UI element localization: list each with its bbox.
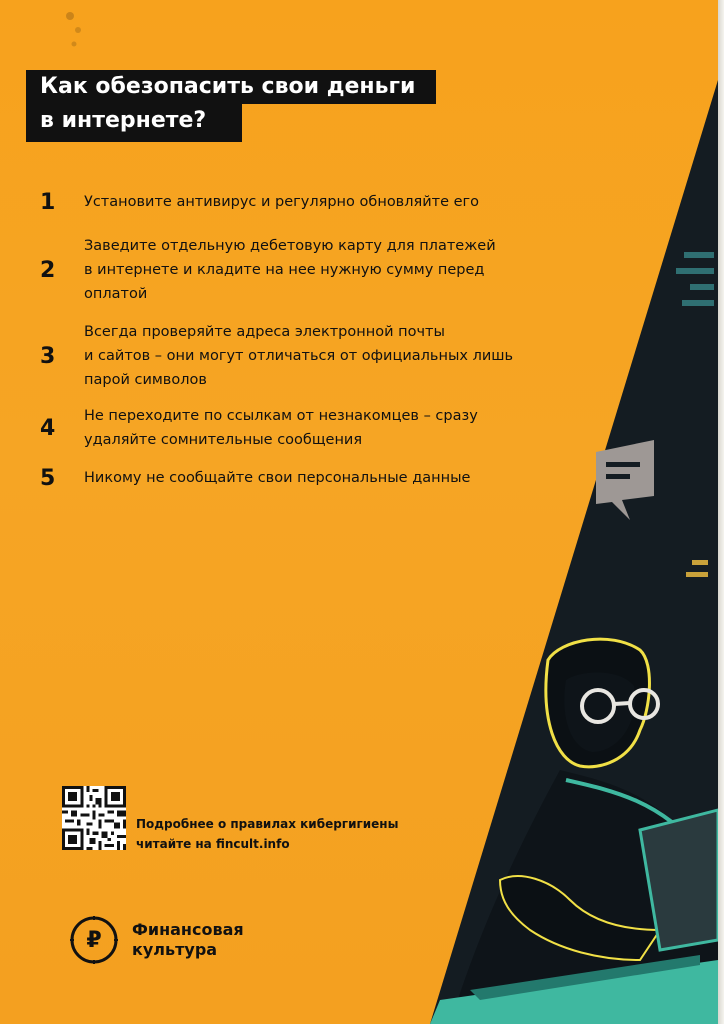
tip-number: 5 [40, 465, 56, 491]
more-info-text [136, 814, 398, 854]
qr-code-icon [62, 786, 126, 850]
tip-text: Всегда проверяйте адреса электронной почты и сайтов – они могут отличаться от официальных лишь парой символов [84, 324, 514, 388]
tip-text: Не переходите по ссылкам от незнакомцев – сразу удаляйте сомнительные сообщения [84, 408, 478, 448]
more-info-line-1: Подробнее о правилах кибергигиены [136, 817, 399, 831]
tip-item [40, 186, 520, 218]
tip-item [40, 462, 520, 494]
tip-text: Никому не сообщайте свои персональные данные [84, 470, 471, 486]
brand-logo [68, 914, 244, 966]
tip-item [40, 232, 520, 308]
tip-text: Установите антивирус и регулярно обновляйте его [84, 194, 480, 210]
tips-list [40, 186, 520, 494]
more-info-link[interactable]: читайте на fincult.info [136, 837, 290, 851]
tip-number: 1 [40, 189, 56, 215]
title-line-2: в интернете? [26, 104, 242, 142]
tip-item [40, 318, 520, 394]
page-edge [718, 0, 724, 1024]
tip-item [40, 402, 520, 454]
title-line-1: Как обезопасить свои деньги [26, 70, 436, 104]
tip-number: 2 [40, 257, 56, 283]
tip-number: 3 [40, 343, 56, 369]
qr-code[interactable] [62, 786, 126, 854]
page-title [26, 70, 436, 142]
brand-name: Финансовая культура [132, 920, 244, 959]
tip-number: 4 [40, 415, 56, 441]
svg-text:₽: ₽ [86, 928, 102, 953]
ruble-clock-icon [68, 914, 120, 966]
tip-text: Заведите отдельную дебетовую карту для платежей в интернете и кладите на нее нужную сумму перед оплатой [84, 238, 496, 302]
